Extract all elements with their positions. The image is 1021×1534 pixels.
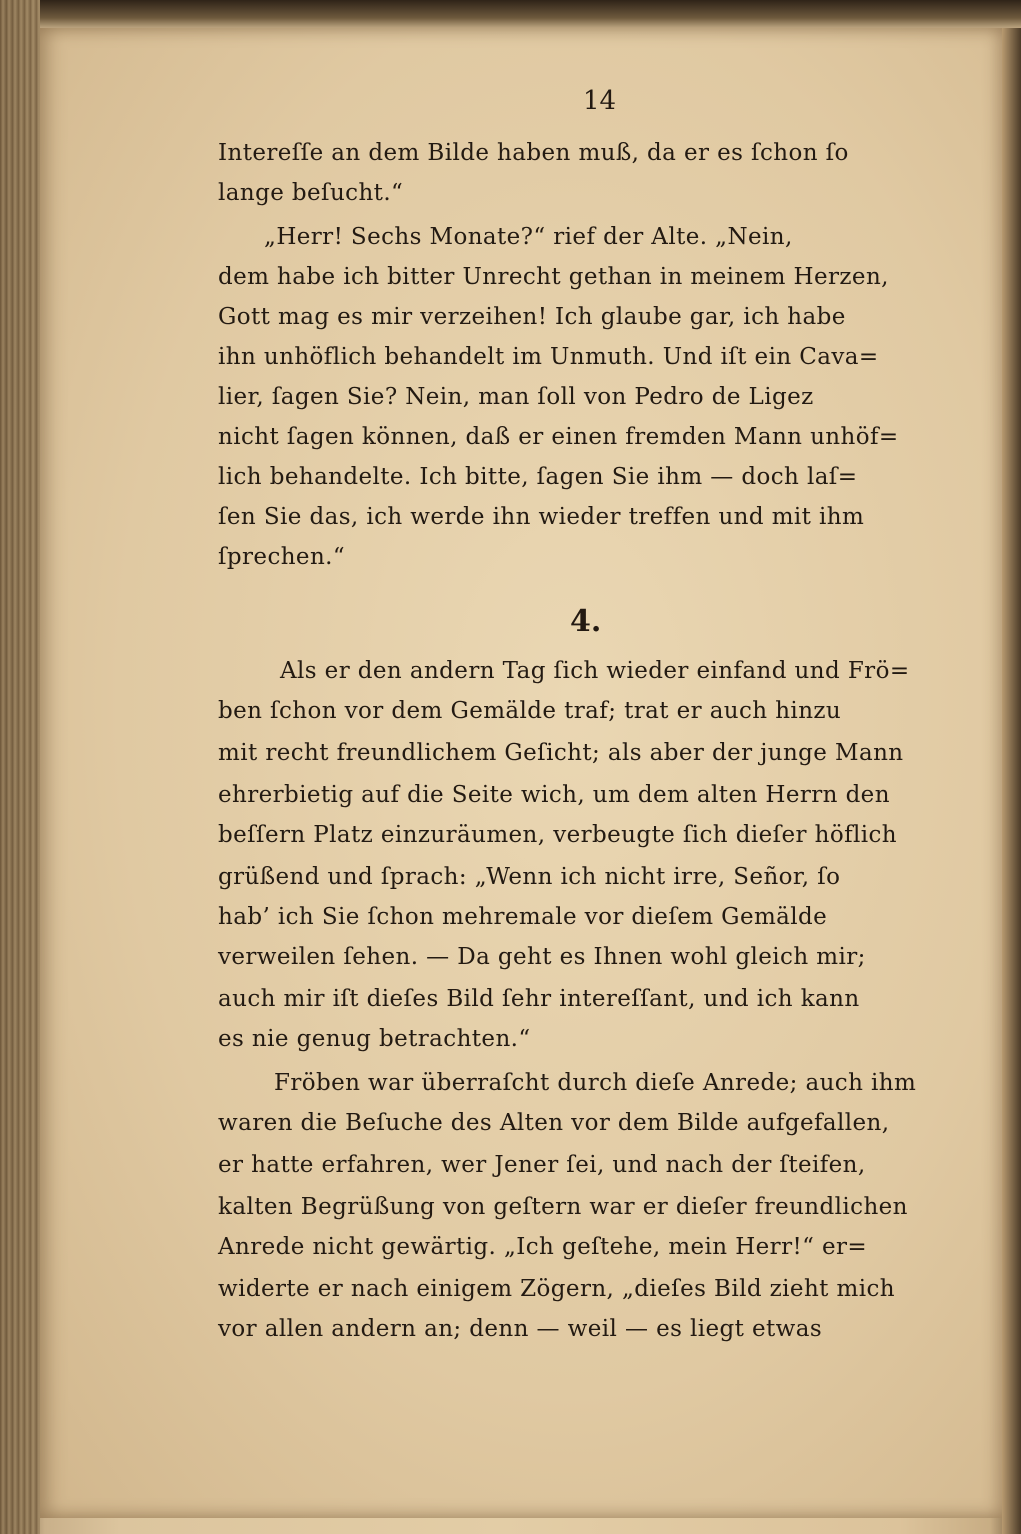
text-line: kalten Begrüßung von geſtern war er dieſer freundlichen xyxy=(218,1194,908,1220)
text-line: ehrerbietig auf die Seite wich, um dem alten Herrn den xyxy=(218,782,890,808)
text-line: „Herr! Sechs Monate?“ rief der Alte. „Nein, xyxy=(264,224,793,250)
section-heading: 4. xyxy=(570,604,602,639)
text-line: Intereſſe an dem Bilde haben muß, da er es ſchon ſo xyxy=(218,140,849,166)
text-line: hab’ ich Sie ſchon mehremale vor dieſem Gemälde xyxy=(218,904,828,930)
text-line: ſen Sie das, ich werde ihn wieder treffen und mit ihm xyxy=(218,504,865,530)
text-line: ihn unhöflich behandelt im Unmuth. Und iſt ein Cava= xyxy=(218,344,879,370)
text-line: dem habe ich bitter Unrecht gethan in meinem Herzen, xyxy=(218,264,889,290)
text-line: widerte er nach einigem Zögern, „dieſes Bild zieht mich xyxy=(218,1276,895,1302)
text-line: lier, ſagen Sie? Nein, man ſoll von Pedro de Ligez xyxy=(218,384,814,410)
text-line: er hatte erfahren, wer Jener ſei, und nach der ſteifen, xyxy=(218,1152,866,1178)
book-edge-right xyxy=(1002,28,1021,1534)
text-line: es nie genug betrachten.“ xyxy=(218,1026,531,1052)
text-line: Anrede nicht gewärtig. „Ich geſtehe, mein Herr!“ er= xyxy=(218,1234,868,1260)
text-line: Als er den andern Tag ſich wieder einfand und Frö= xyxy=(280,658,910,684)
text-line: lange beſucht.“ xyxy=(218,180,404,206)
book-edge-top xyxy=(40,0,1021,30)
text-line: Gott mag es mir verzeihen! Ich glaube gar, ich habe xyxy=(218,304,846,330)
text-line: Fröben war überraſcht durch dieſe Anrede; auch ihm xyxy=(274,1070,917,1096)
text-line: ben ſchon vor dem Gemälde traf; trat er auch hinzu xyxy=(218,698,842,724)
text-line: verweilen ſehen. — Da geht es Ihnen wohl gleich mir; xyxy=(218,944,866,970)
text-line: lich behandelte. Ich bitte, ſagen Sie ihm — doch laſ= xyxy=(218,464,858,490)
text-line: beſſern Platz einzuräumen, verbeugte ſich dieſer höflich xyxy=(218,822,898,848)
text-line: vor allen andern an; denn — weil — es liegt etwas xyxy=(218,1316,823,1342)
text-line: nicht ſagen können, daß er einen fremden Mann unhöf= xyxy=(218,424,899,450)
book-edge-left xyxy=(0,0,40,1534)
text-line: grüßend und ſprach: „Wenn ich nicht irre, Señor, ſo xyxy=(218,864,841,890)
text-line: mit recht freundlichem Geſicht; als aber der junge Mann xyxy=(218,740,904,766)
text-line: waren die Beſuche des Alten vor dem Bilde aufgefallen, xyxy=(218,1110,890,1136)
text-line: ſprechen.“ xyxy=(218,544,346,570)
text-line: auch mir iſt dieſes Bild ſehr intereſſant, und ich kann xyxy=(218,986,860,1012)
page-number: 14 xyxy=(583,86,617,116)
